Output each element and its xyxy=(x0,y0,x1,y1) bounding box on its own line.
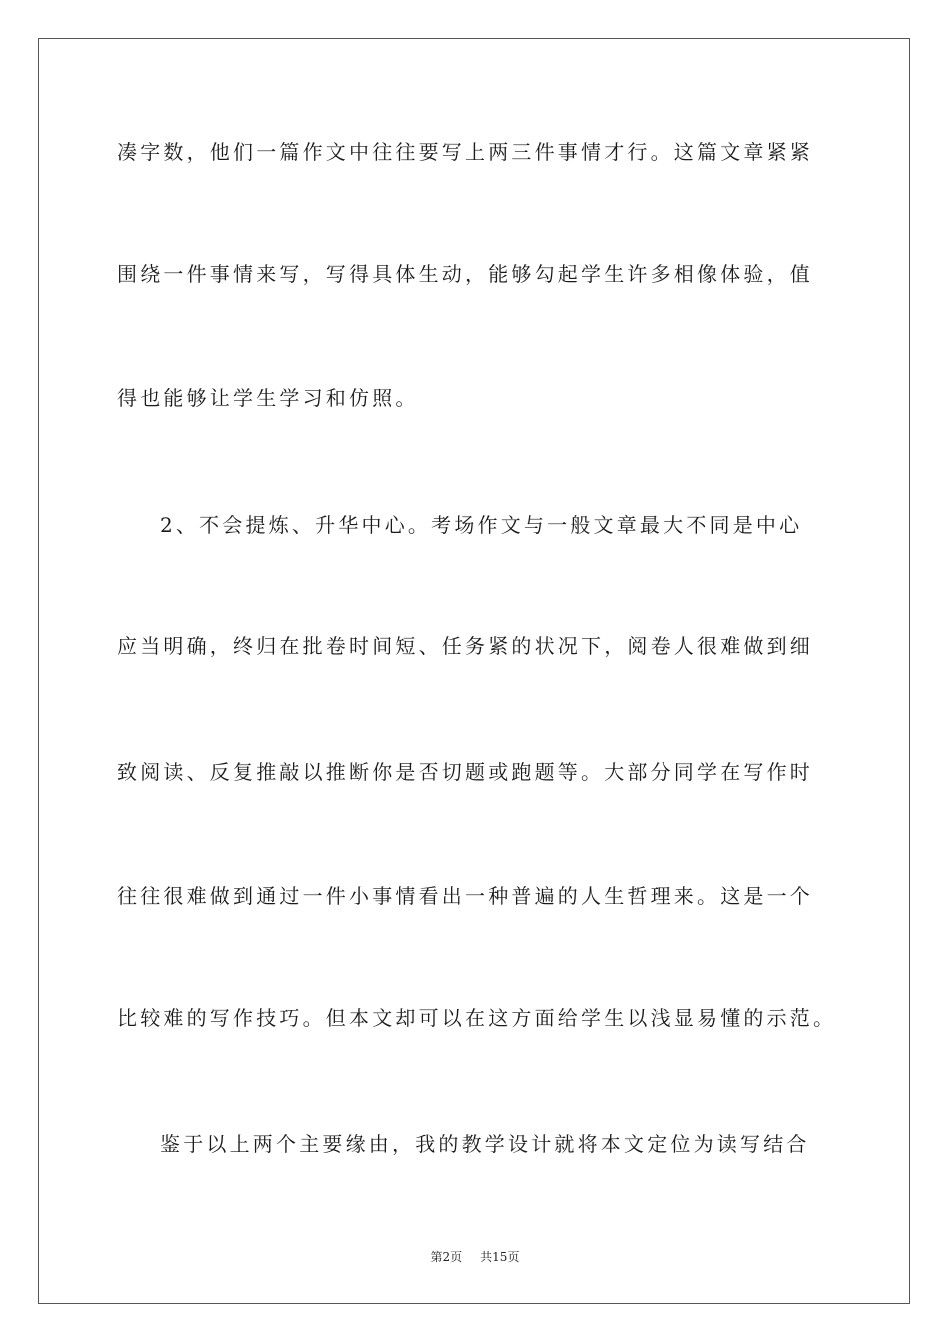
body-line-2: 围绕一件事情来写，写得具体生动，能够勾起学生许多相像体验，值 xyxy=(117,262,813,286)
body-line-5: 应当明确，终归在批卷时间短、任务紧的状况下，阅卷人很难做到细 xyxy=(117,634,813,658)
body-line-8: 比较难的写作技巧。但本文却可以在这方面给学生以浅显易懂的示范。 xyxy=(117,1006,837,1030)
body-line-6: 致阅读、反复推敲以推断你是否切题或跑题等。大部分同学在写作时 xyxy=(117,760,813,784)
page-number: 第2页 xyxy=(430,1250,463,1264)
page-footer xyxy=(0,1249,950,1265)
page-total: 共15页 xyxy=(480,1250,520,1264)
body-line-4: 2、不会提炼、升华中心。考场作文与一般文章最大不同是中心 xyxy=(160,513,803,537)
body-line-9: 鉴于以上两个主要缘由，我的教学设计就将本文定位为读写结合 xyxy=(160,1132,810,1156)
body-line-3: 得也能够让学生学习和仿照。 xyxy=(117,386,419,410)
page-frame xyxy=(38,38,910,1304)
body-line-7: 往往很难做到通过一件小事情看出一种普遍的人生哲理来。这是一个 xyxy=(117,884,813,908)
body-line-1: 凑字数，他们一篇作文中往往要写上两三件事情才行。这篇文章紧紧 xyxy=(117,140,813,164)
